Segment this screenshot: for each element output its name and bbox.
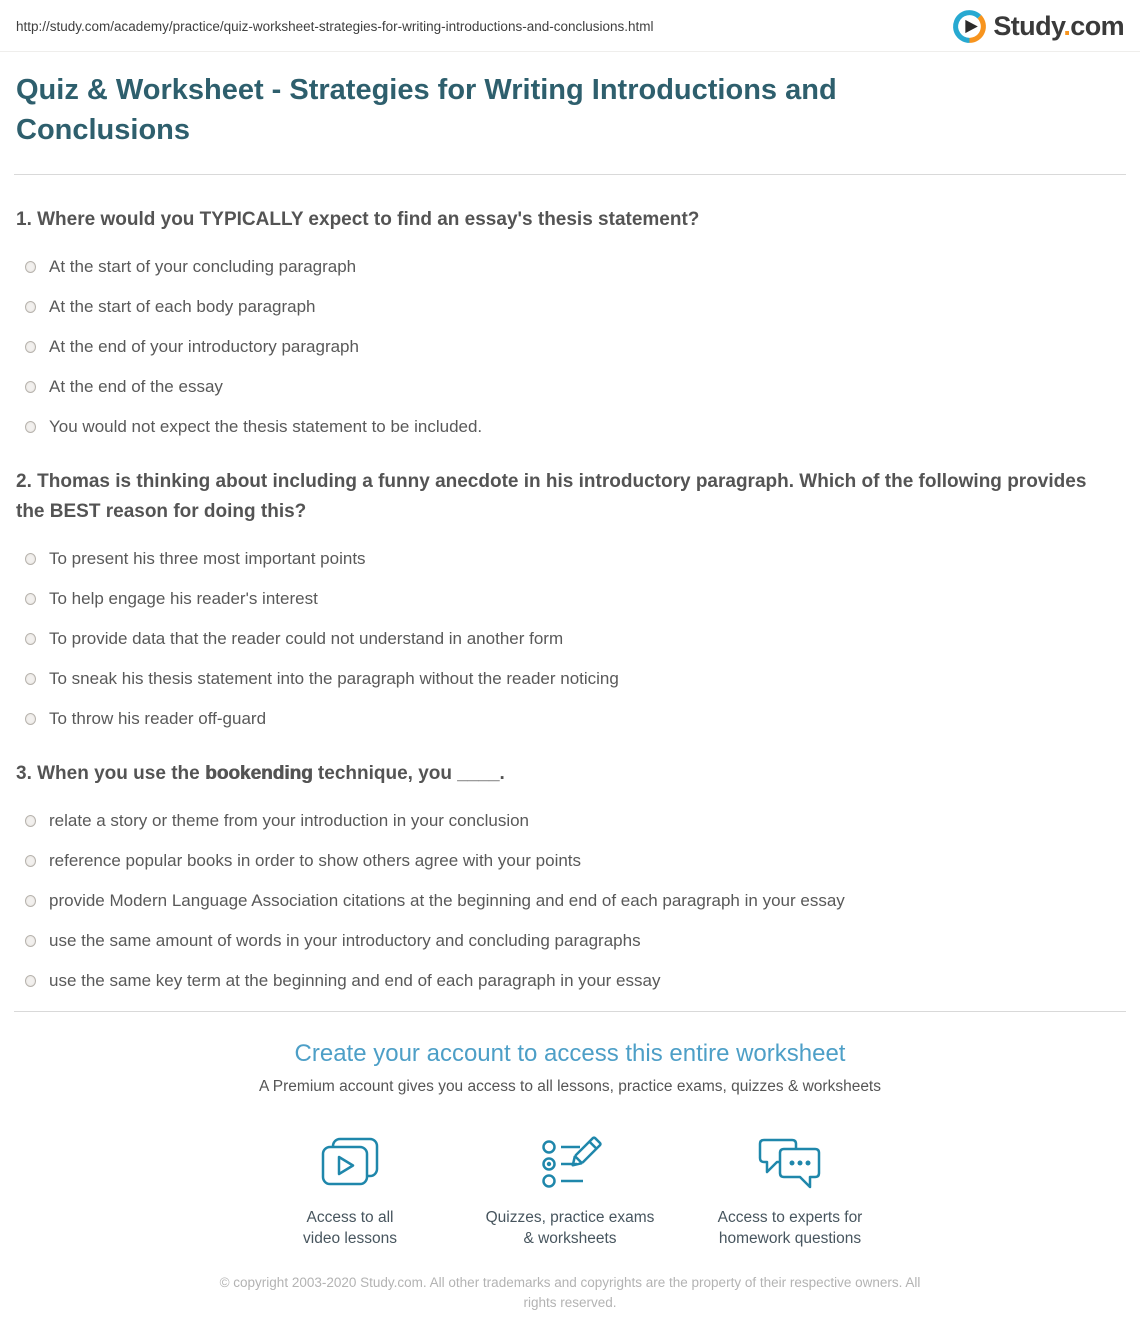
radio-button[interactable] xyxy=(25,673,36,685)
radio-button[interactable] xyxy=(25,935,36,947)
page-title: Quiz & Worksheet - Strategies for Writing Introductions and Conclusions xyxy=(16,74,837,146)
answer-option[interactable] xyxy=(16,337,1124,357)
radio-button[interactable] xyxy=(25,341,36,353)
feature-label: Access to experts for homework questions xyxy=(717,1209,863,1247)
answer-option[interactable] xyxy=(16,931,1124,951)
answer-option[interactable] xyxy=(16,417,1124,437)
answer-option-label: At the end of the essay xyxy=(49,377,223,396)
radio-button[interactable] xyxy=(25,633,36,645)
answer-option[interactable] xyxy=(16,297,1124,317)
question-1 xyxy=(16,205,1124,437)
answer-option-label: provide Modern Language Association citations at the beginning and end of each paragraph in your essay xyxy=(49,891,845,910)
radio-button[interactable] xyxy=(25,261,36,273)
answer-option-label: You would not expect the thesis statement to be included. xyxy=(49,417,483,436)
answer-option-label: use the same key term at the beginning and end of each paragraph in your essay xyxy=(49,971,661,990)
answer-option-label: To provide data that the reader could not understand in another form xyxy=(49,629,564,648)
answer-option-label: To throw his reader off-guard xyxy=(49,709,267,728)
answer-option[interactable] xyxy=(16,589,1124,609)
answer-option[interactable] xyxy=(16,669,1124,689)
answer-option[interactable] xyxy=(16,257,1124,277)
answer-option-label: At the start of your concluding paragraph xyxy=(49,257,357,276)
question-1-options xyxy=(16,257,1124,437)
answer-option-label: use the same amount of words in your introductory and concluding paragraphs xyxy=(49,931,641,950)
answer-option-label: To help engage his reader's interest xyxy=(49,589,318,608)
radio-button[interactable] xyxy=(25,421,36,433)
feature-video-lessons xyxy=(240,1130,460,1249)
feature-quizzes-worksheets xyxy=(460,1130,680,1249)
copyright-notice: © copyright 2003-2020 Study.com. All other trademarks and copyrights are the property of their respective owners. All rights reserved. xyxy=(219,1275,921,1310)
study-com-logo[interactable] xyxy=(951,8,1124,45)
answer-option-label: At the end of your introductory paragraph xyxy=(49,337,359,356)
answer-option-label: reference popular books in order to show others agree with your points xyxy=(49,851,582,870)
question-2-options xyxy=(16,549,1124,729)
question-3-text: 3. When you use the bookending technique, you ____. xyxy=(16,763,505,784)
radio-button[interactable] xyxy=(25,855,36,867)
radio-button[interactable] xyxy=(25,301,36,313)
answer-option-label: relate a story or theme from your introduction in your conclusion xyxy=(49,811,530,830)
question-1-text: 1. Where would you TYPICALLY expect to find an essay's thesis statement? xyxy=(16,209,700,230)
question-3-options xyxy=(16,811,1124,991)
create-account-section xyxy=(0,1011,1140,1249)
title-divider xyxy=(14,174,1126,175)
video-lessons-icon xyxy=(240,1130,460,1194)
radio-button[interactable] xyxy=(25,593,36,605)
answer-option-label: At the start of each body paragraph xyxy=(49,297,316,316)
play-circle-icon xyxy=(951,8,988,45)
radio-button[interactable] xyxy=(25,381,36,393)
answer-option[interactable] xyxy=(16,811,1124,831)
question-3 xyxy=(16,759,1124,991)
radio-button[interactable] xyxy=(25,713,36,725)
quiz-pencil-icon xyxy=(460,1130,680,1194)
question-2 xyxy=(16,467,1124,729)
feature-homework-experts xyxy=(680,1130,900,1249)
create-account-link[interactable]: Create your account to access this entire worksheet xyxy=(294,1040,846,1067)
feature-label: Access to all video lessons xyxy=(303,1209,397,1247)
answer-option[interactable] xyxy=(16,549,1124,569)
premium-subtitle: A Premium account gives you access to all lessons, practice exams, quizzes & worksheets xyxy=(259,1078,881,1095)
answer-option[interactable] xyxy=(16,851,1124,871)
answer-option[interactable] xyxy=(16,891,1124,911)
logo-wordmark: Study.com xyxy=(993,11,1124,41)
answer-option-label: To present his three most important points xyxy=(49,549,366,568)
answer-option[interactable] xyxy=(16,971,1124,991)
radio-button[interactable] xyxy=(25,975,36,987)
answer-option[interactable] xyxy=(16,709,1124,729)
page-url: http://study.com/academy/practice/quiz-worksheet-strategies-for-writing-introductions-and-conclusions.html xyxy=(16,19,654,34)
feature-list xyxy=(0,1130,1140,1249)
radio-button[interactable] xyxy=(25,895,36,907)
answer-option[interactable] xyxy=(16,629,1124,649)
answer-option[interactable] xyxy=(16,377,1124,397)
chat-experts-icon xyxy=(680,1130,900,1194)
question-2-text: 2. Thomas is thinking about including a funny anecdote in his introductory paragraph. Which of the following provides the BEST reason for doing this? xyxy=(16,471,1087,522)
top-bar xyxy=(0,0,1140,52)
radio-button[interactable] xyxy=(25,815,36,827)
cta-divider xyxy=(14,1011,1126,1012)
feature-label: Quizzes, practice exams & worksheets xyxy=(485,1209,655,1247)
answer-option-label: To sneak his thesis statement into the paragraph without the reader noticing xyxy=(49,669,619,688)
radio-button[interactable] xyxy=(25,553,36,565)
